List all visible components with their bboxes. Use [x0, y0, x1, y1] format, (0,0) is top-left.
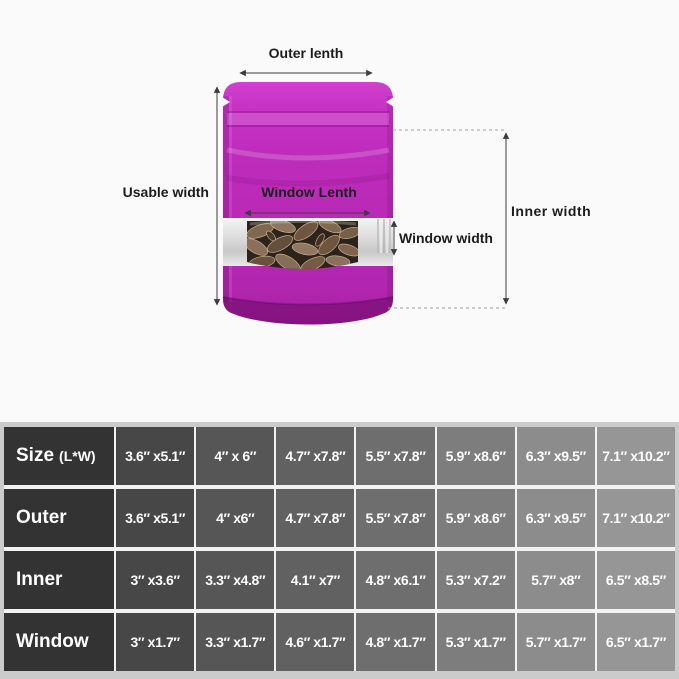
row-label-outer: Outer	[4, 489, 114, 547]
zipper-seal	[227, 112, 389, 126]
window-value: 4.6″ x1.7″	[276, 613, 354, 671]
usable-width-label: Usable width	[122, 184, 209, 200]
size-value: 5.5″ x7.8″	[356, 427, 434, 485]
outer-value: 6.3″ x9.5″	[517, 489, 595, 547]
size-value: 7.1″ x10.2″	[597, 427, 675, 485]
outer-value: 5.5″ x7.8″	[356, 489, 434, 547]
inner-value: 6.5″ x8.5″	[597, 551, 675, 609]
inner-value: 5.3″ x7.2″	[437, 551, 515, 609]
inner-value: 3.3″ x4.8″	[196, 551, 274, 609]
inner-value: 3″ x3.6″	[116, 551, 194, 609]
size-lw-suffix: (L*W)	[59, 448, 96, 464]
window-value: 5.3″ x1.7″	[437, 613, 515, 671]
window-value: 5.7″ x1.7″	[517, 613, 595, 671]
size-value: 5.9″ x8.6″	[437, 427, 515, 485]
row-label-size: Size (L*W)	[4, 427, 114, 485]
size-spec-table	[0, 422, 679, 679]
inner-value: 5.7″ x8″	[517, 551, 595, 609]
window-value: 3.3″ x1.7″	[196, 613, 274, 671]
size-value: 4.7″ x7.8″	[276, 427, 354, 485]
outer-length-label: Outer lenth	[268, 45, 344, 61]
inner-value: 4.1″ x7″	[276, 551, 354, 609]
window-value: 3″ x1.7″	[116, 613, 194, 671]
window-value: 6.5″ x1.7″	[597, 613, 675, 671]
size-value: 4″ x 6″	[196, 427, 274, 485]
window-length-label: Window Lenth	[261, 184, 357, 200]
outer-value: 3.6″ x5.1″	[116, 489, 194, 547]
inner-value: 4.8″ x6.1″	[356, 551, 434, 609]
row-label-window: Window	[4, 613, 114, 671]
outer-value: 4″ x6″	[196, 489, 274, 547]
outer-value: 5.9″ x8.6″	[437, 489, 515, 547]
size-value: 6.3″ x9.5″	[517, 427, 595, 485]
size-value: 3.6″ x5.1″	[116, 427, 194, 485]
outer-value: 7.1″ x10.2″	[597, 489, 675, 547]
window-value: 4.8″ x1.7″	[356, 613, 434, 671]
row-label-inner: Inner	[4, 551, 114, 609]
window-width-label: Window width	[399, 230, 493, 246]
outer-value: 4.7″ x7.8″	[276, 489, 354, 547]
inner-width-label: Inner width	[511, 203, 592, 219]
size-spec-grid	[4, 427, 675, 671]
